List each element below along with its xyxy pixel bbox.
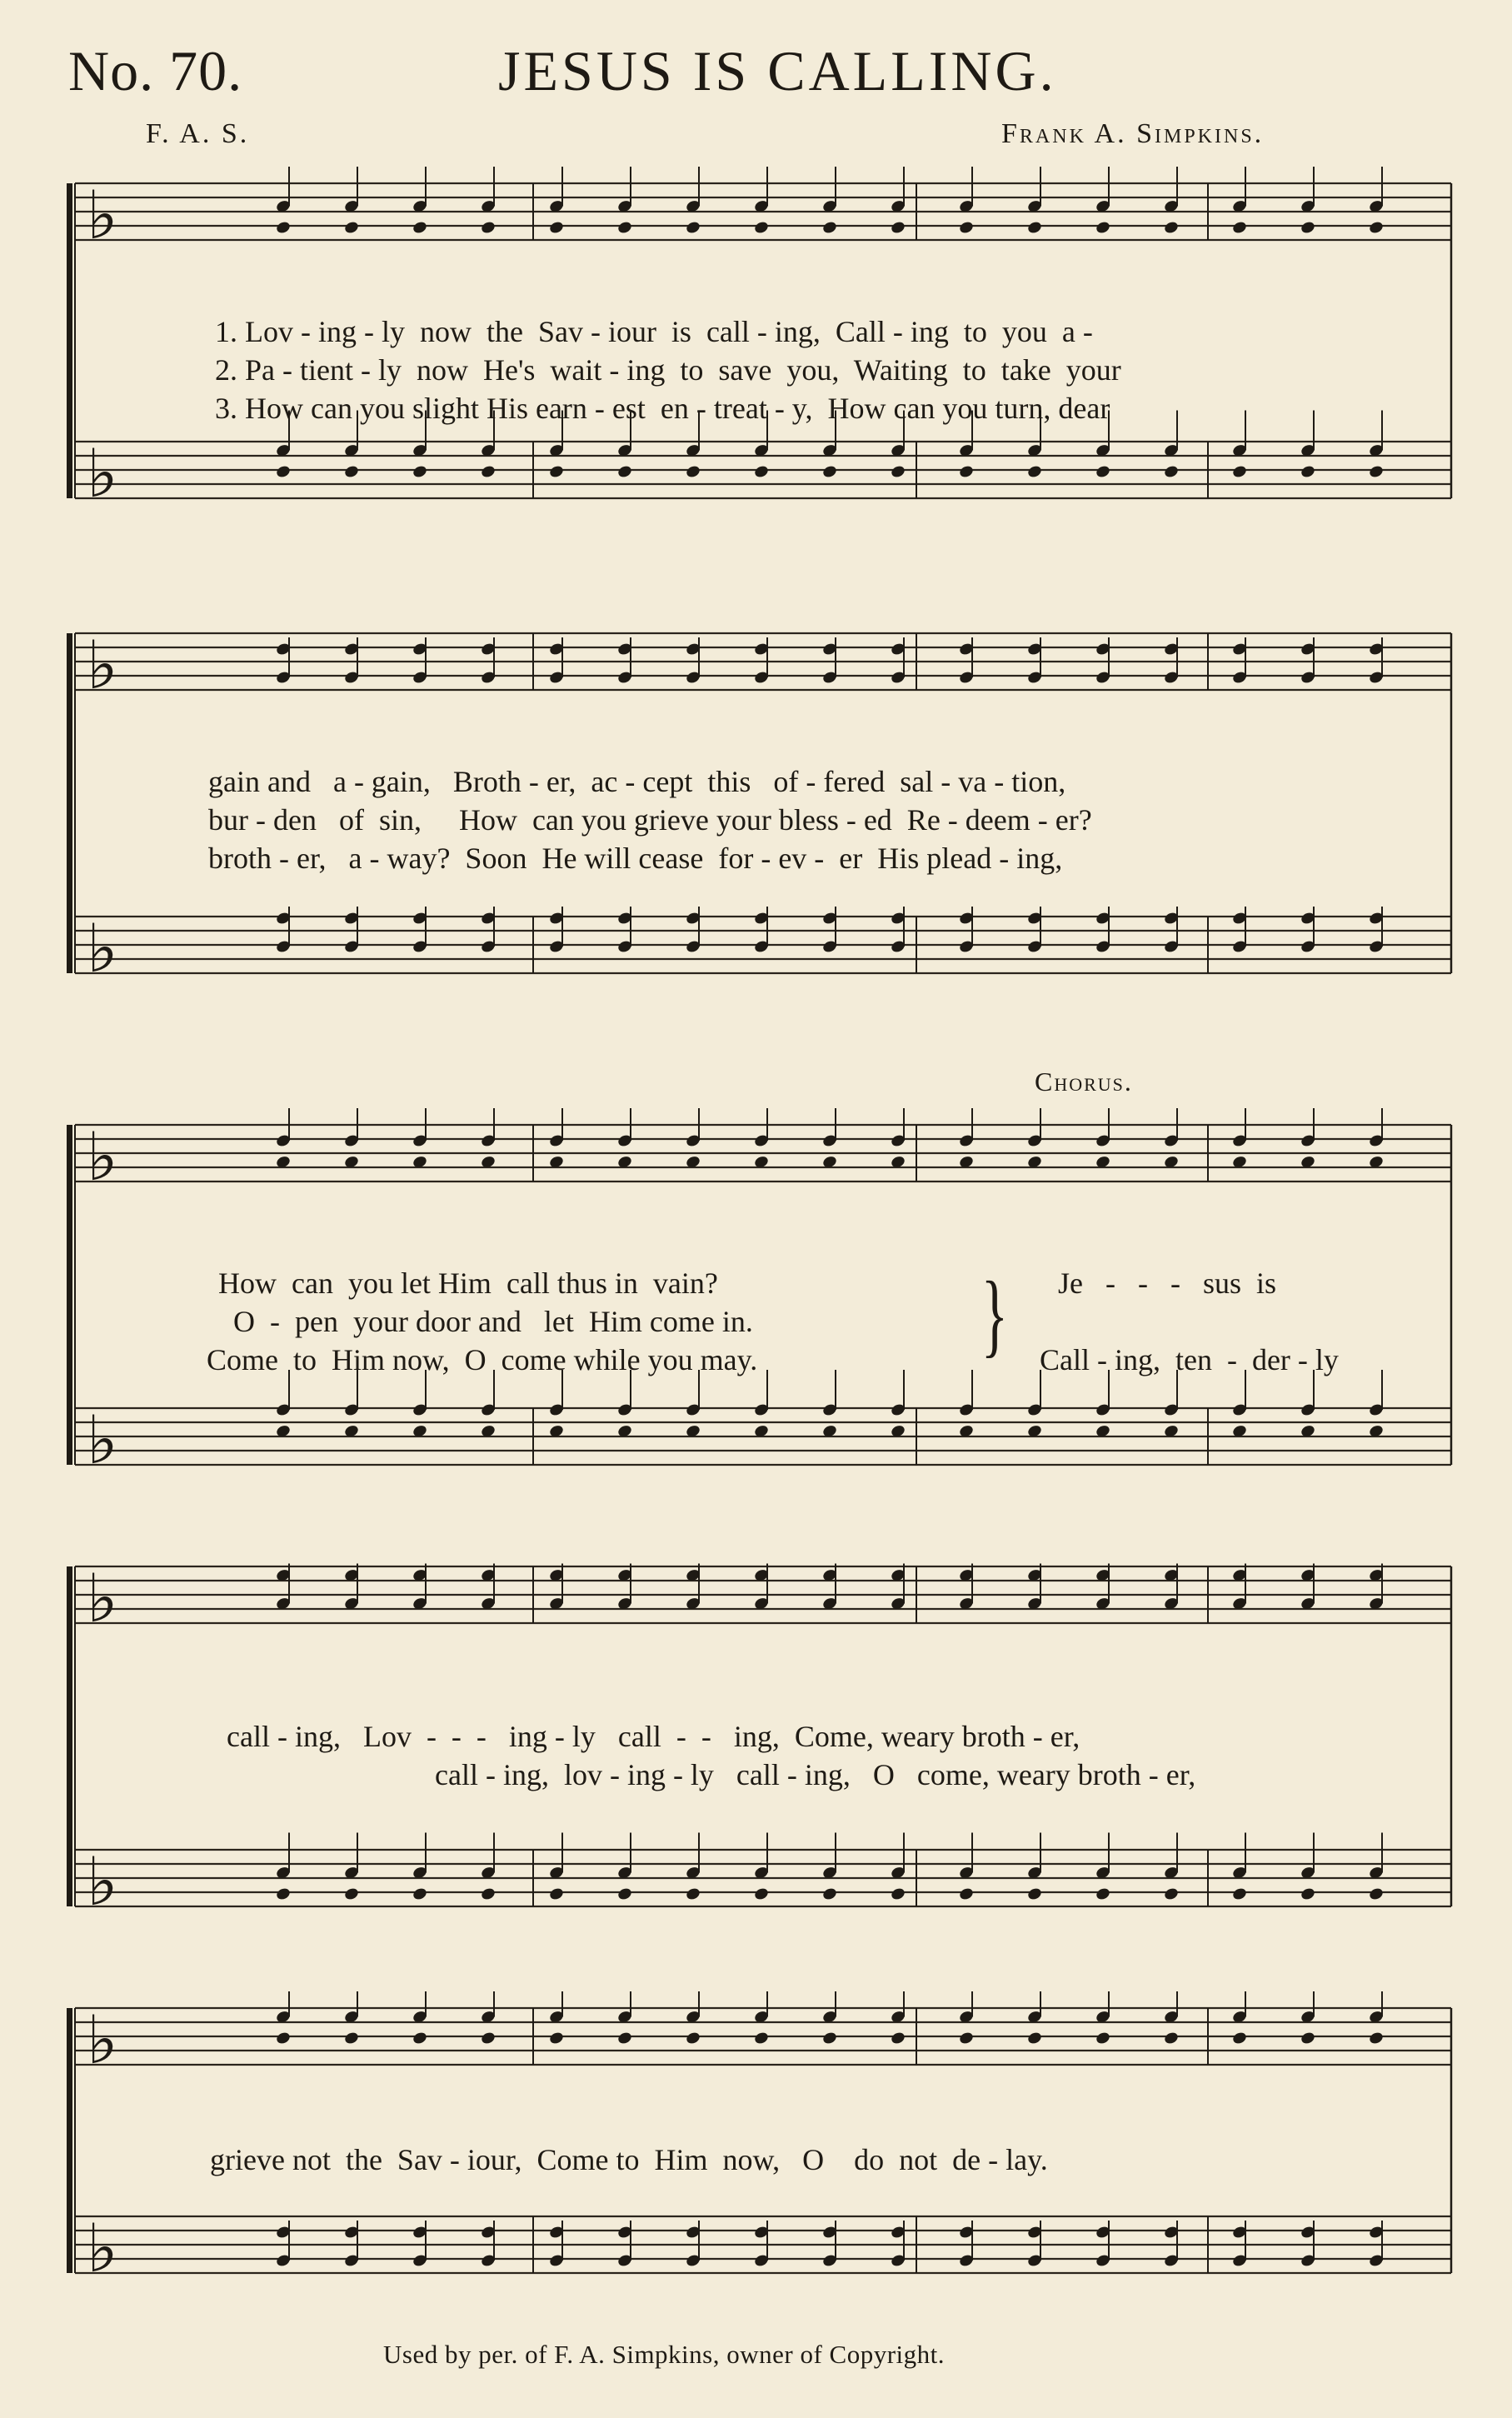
lyric-line-soprano: call - ing, Lov - - - ing - ly call - - ing, Come, weary broth - er, <box>227 1720 1080 1753</box>
music-system-3 <box>0 1108 1512 1508</box>
notes <box>275 1991 1385 2268</box>
chorus-label: Chorus. <box>1035 1067 1133 1097</box>
lyricist-initials: F. A. S. <box>146 118 250 149</box>
hymn-title: JESUS IS CALLING. <box>498 39 1057 102</box>
svg-text:♭: ♭ <box>87 910 118 987</box>
lyric-line-verse2: bur - den of sin, How can you grieve your bless - ed Re - deem - er? <box>208 803 1092 837</box>
lyric-line-verse3: broth - er, a - way? Soon He will cease for - ev - er His plead - ing, <box>208 842 1063 875</box>
lyric-line-verse1: 1. Lov - ing - ly now the Sav - iour is call - ing, Call - ing to you a - <box>215 315 1093 348</box>
lyric-line-verse1: gain and a - gain, Broth - er, ac - cept this of - fered sal - va - tion, <box>208 765 1066 798</box>
lyric-line-verse2: 2. Pa - tient - ly now He's wait - ing to save you, Waiting to take your <box>215 353 1121 387</box>
svg-text:♭: ♭ <box>87 177 118 254</box>
copyright-notice: Used by per. of F. A. Simpkins, owner of Copyright. <box>383 2340 946 2369</box>
svg-text:♭: ♭ <box>87 1118 118 1196</box>
svg-text:♭: ♭ <box>87 2210 118 2287</box>
lyric-line-verse3: 3. How can you slight His earn - est en - treat - y, How can you turn, dear <box>215 392 1110 425</box>
svg-text:♭: ♭ <box>87 435 118 512</box>
svg-text:♭: ♭ <box>87 1843 118 1921</box>
svg-text:♭: ♭ <box>87 1560 118 1637</box>
hymn-number: No. 70. <box>68 39 243 102</box>
lyric-line-verse2: O - pen your door and let Him come in. <box>233 1305 753 1338</box>
lyric-line-alto: call - ing, lov - ing - ly call - ing, O come, weary broth - er, <box>435 1758 1196 1791</box>
verse-brace: } <box>981 1263 1009 1366</box>
lyric-line-verse1: How can you let Him call thus in vain? <box>218 1266 718 1300</box>
svg-text:♭: ♭ <box>87 1401 118 1479</box>
composer-name: Frank A. Simpkins. <box>1001 118 1265 149</box>
chorus-lyric-alto: Call - ing, ten - der - ly <box>1040 1343 1339 1376</box>
lyric-line-verse3: Come to Him now, O come while you may. <box>207 1343 758 1376</box>
lyric-line-refrain: grieve not the Sav - iour, Come to Him now, O do not de - lay. <box>210 2143 1048 2176</box>
svg-text:♭: ♭ <box>87 627 118 704</box>
chorus-lyric-soprano: Je - - - sus is <box>1058 1266 1276 1300</box>
svg-text:♭: ♭ <box>87 2001 118 2079</box>
